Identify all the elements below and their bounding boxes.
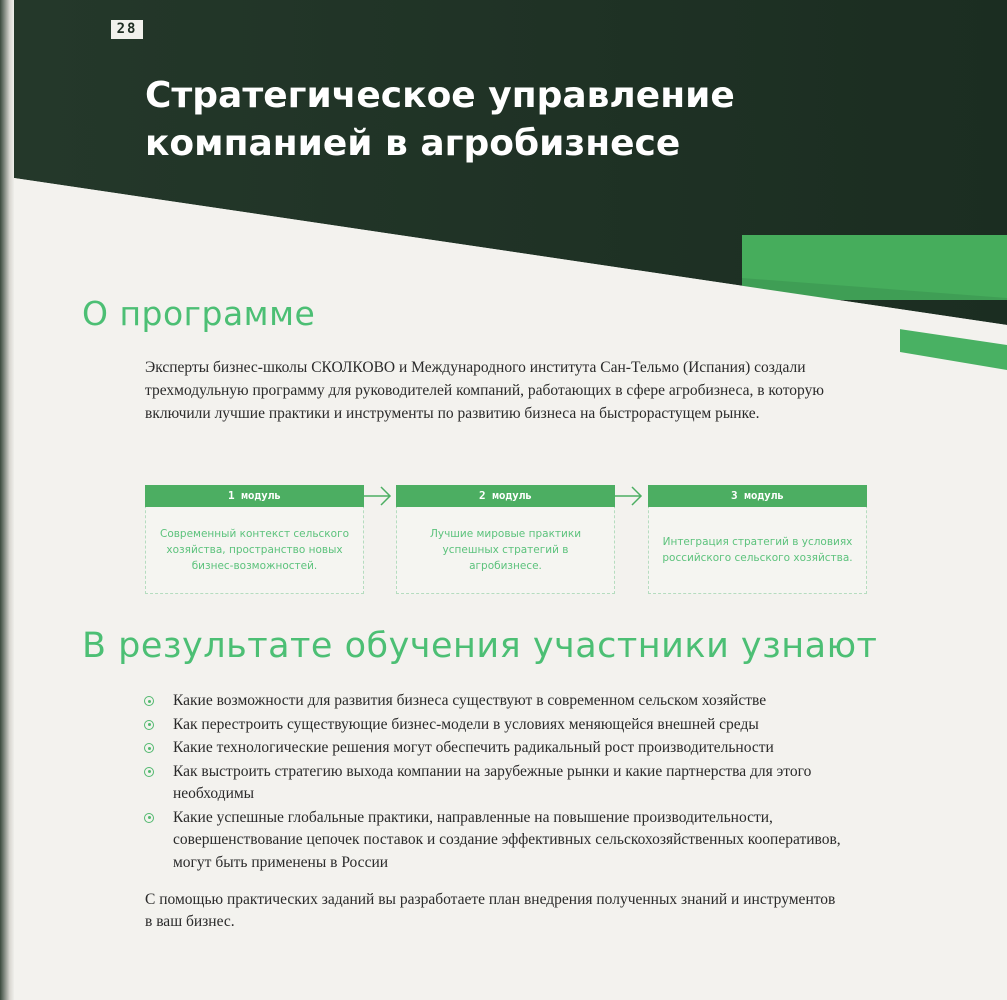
arrow-right-icon xyxy=(364,485,394,507)
list-item-text: Как перестроить существующие бизнес-модели в условиях меняющейся внешней среды xyxy=(173,715,759,733)
list-item-text: Какие успешные глобальные практики, направленные на повышение производительности, совершенствование цепочек поставок и создание эффективных сельскохозяйственных кооперативов, могут быть применены в России xyxy=(173,808,841,871)
circle-bullet-icon xyxy=(144,743,154,753)
circle-bullet-icon xyxy=(144,696,154,706)
list-item xyxy=(143,690,863,713)
circle-bullet-icon xyxy=(144,720,154,730)
about-heading: О программе xyxy=(82,294,316,333)
list-item-text: Какие технологические решения могут обеспечить радикальный рост производительности xyxy=(173,739,774,756)
list-item xyxy=(143,761,863,806)
list-item xyxy=(143,737,863,760)
list-item-text: Как выстроить стратегию выхода компании на зарубежные рынки и какие партнерства для этого необходимы xyxy=(173,762,812,802)
page-number: 28 xyxy=(111,20,143,39)
list-item xyxy=(143,714,863,737)
module-description: Лучшие мировые практики успешных стратегий в агробизнесе. xyxy=(429,528,582,572)
module-label: 3 модуль xyxy=(648,485,867,507)
about-text: Эксперты бизнес-школы СКОЛКОВО и Международного института Сан-Тельмо (Испания) создали трехмодульную программу для руководителей компаний, работающих в сфере агробизнеса, в которую включили лучшие практики и инструменты по развитию бизнеса на быстрорастущем рынке. xyxy=(145,359,824,422)
module-card-3 xyxy=(648,485,867,594)
circle-bullet-icon xyxy=(144,767,154,777)
module-card-2 xyxy=(396,485,615,594)
module-description: Современный контекст сельского хозяйства, пространство новых бизнес-возможностей. xyxy=(159,528,350,572)
page-title: Стратегическое управление компанией в агробизнесе xyxy=(145,75,735,164)
module-label: 2 модуль xyxy=(396,485,615,507)
list-item-text: Какие возможности для развития бизнеса существуют в современном сельском хозяйстве xyxy=(173,692,767,709)
circle-bullet-icon xyxy=(144,813,154,823)
module-label: 1 модуль xyxy=(145,485,364,507)
list-item xyxy=(143,807,863,875)
closing-text: С помощью практических заданий вы разработаете план внедрения полученных знаний и инструментов в ваш бизнес. xyxy=(145,891,836,930)
results-list xyxy=(143,690,863,875)
results-heading: В результате обучения участники узнают xyxy=(82,626,878,666)
module-card-1 xyxy=(145,485,364,594)
module-description: Интеграция стратегий в условиях российского сельского хозяйства. xyxy=(662,536,853,564)
arrow-right-icon xyxy=(615,485,645,507)
